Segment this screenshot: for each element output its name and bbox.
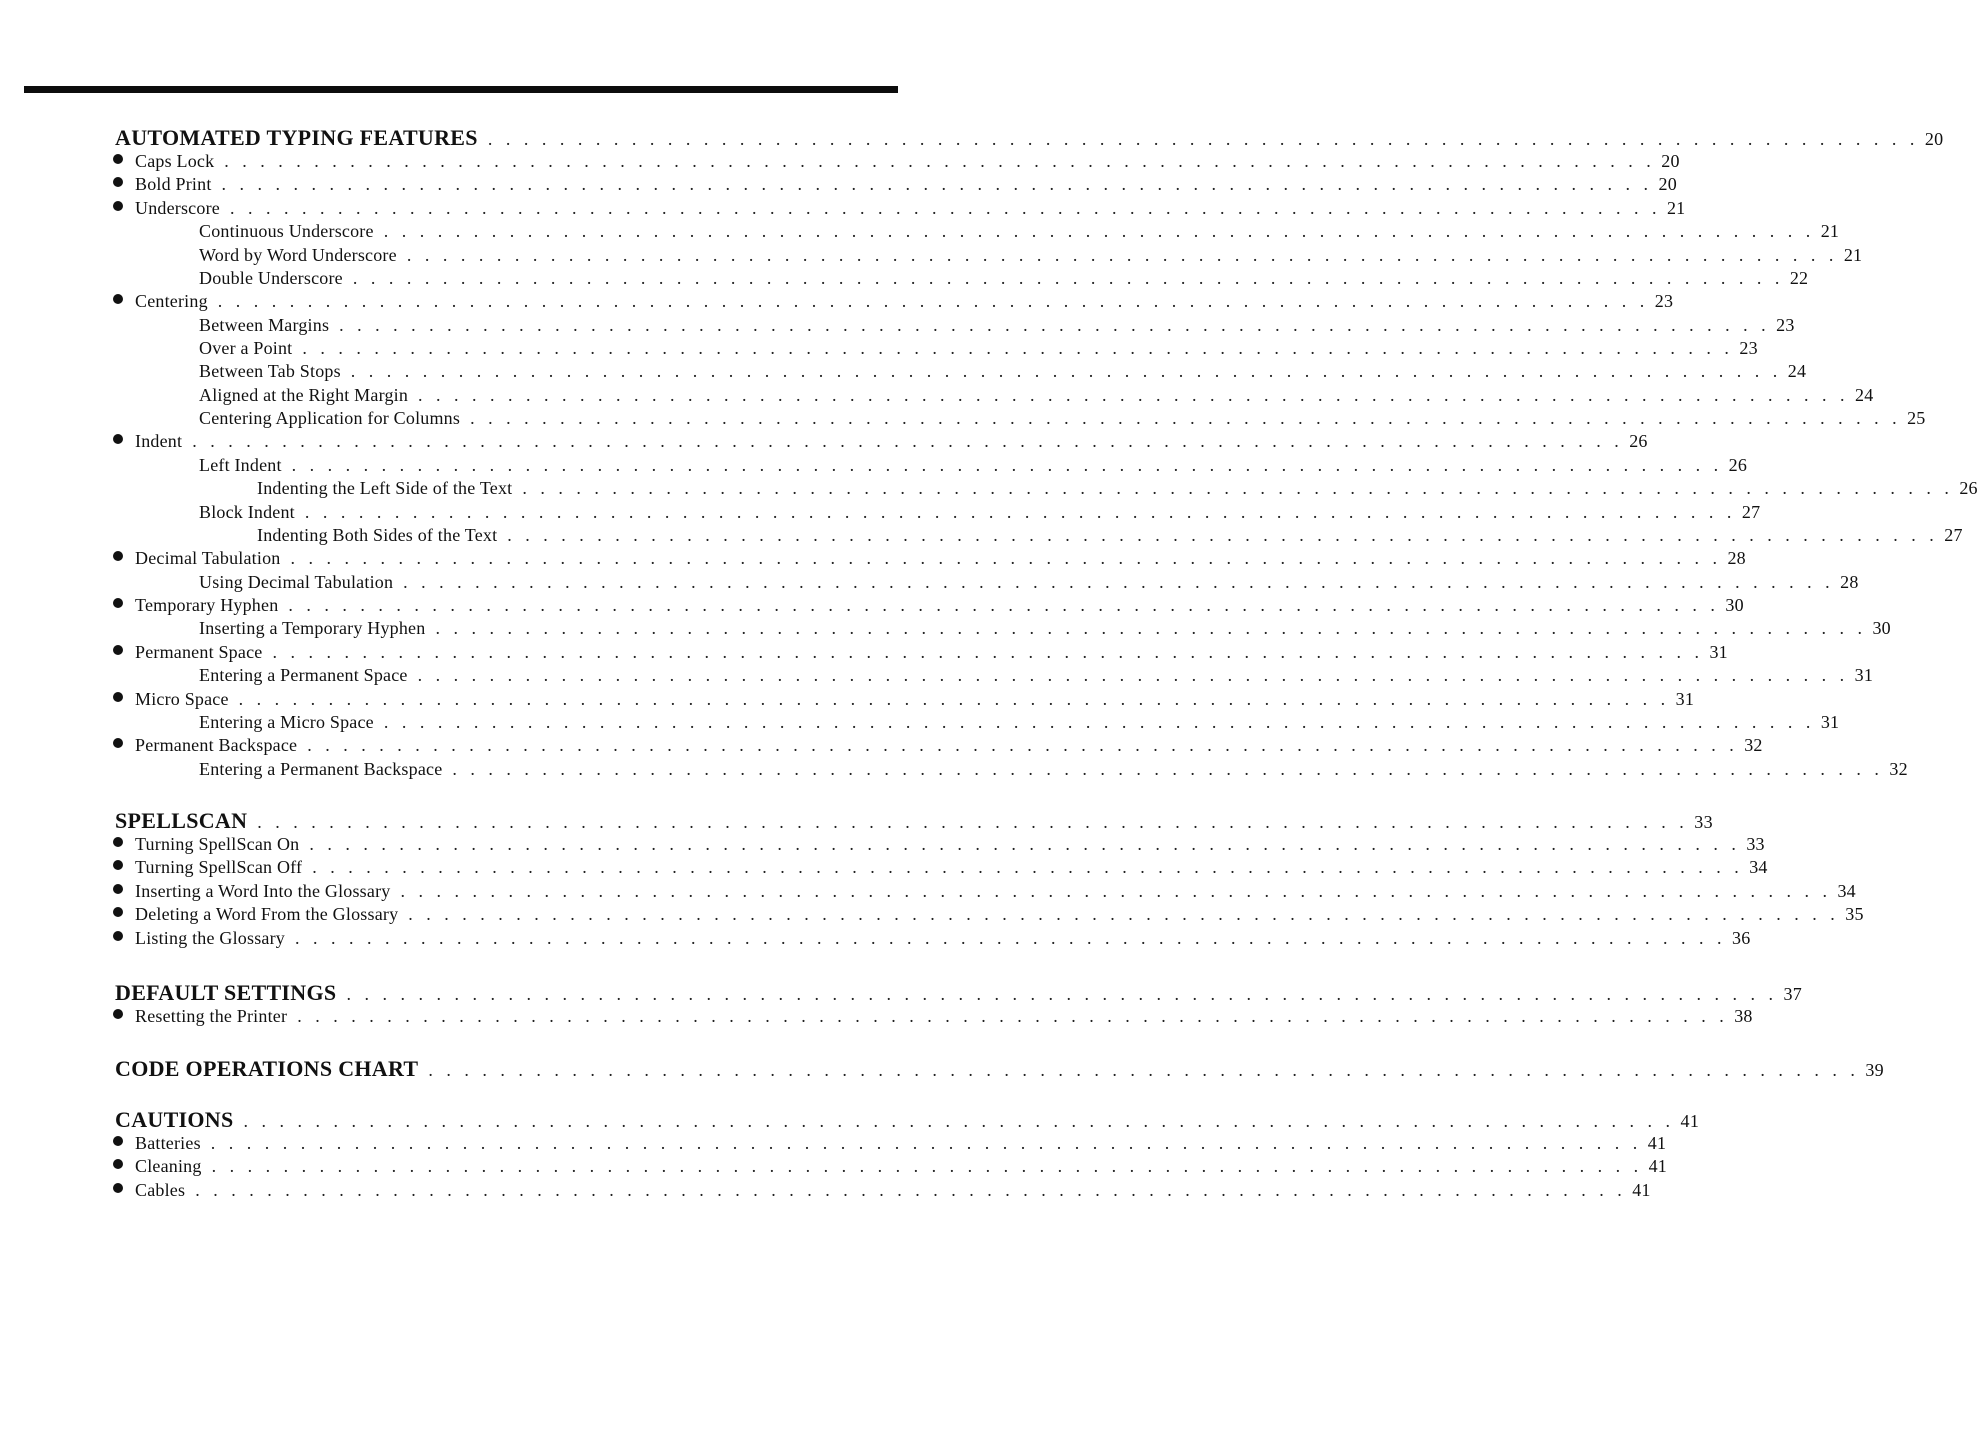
toc-entry <box>199 711 1840 735</box>
bullet-icon <box>113 201 123 211</box>
dot-leader: . . . . . . . . . . . . . . . . . . . . . . . . . . . . . . . . . . . . . . . . . . . . . . . . . . . . . . . . . . . . . . . . . . . . . . . . . . . . . . . . <box>403 571 1835 592</box>
entry-label: Double Underscore <box>199 267 343 288</box>
entry-page-number: 31 <box>1854 665 1874 686</box>
section-title: SPELLSCAN <box>115 808 248 833</box>
toc-entry <box>113 1156 1667 1179</box>
entry-label: Resetting the Printer <box>135 1006 288 1026</box>
entry-label: Deleting a Word From the Glossary <box>135 904 399 925</box>
dot-leader: . . . . . . . . . . . . . . . . . . . . . . . . . . . . . . . . . . . . . . . . . . . . . . . . . . . . . . . . . . . . . . . . . . . . . . . . . . . . . . . . <box>210 1133 1642 1153</box>
entry-page-number: 23 <box>1739 338 1758 358</box>
entry-page-number: 41 <box>1648 1156 1667 1177</box>
toc-entry <box>113 151 1680 174</box>
dot-leader: . . . . . . . . . . . . . . . . . . . . . . . . . . . . . . . . . . . . . . . . . . . . . . . . . . . . . . . . . . . . . . . . . . . . . . . . . . . . . . . . <box>302 338 1734 358</box>
entry-label: Centering <box>135 291 208 312</box>
entry-label: Word by Word Underscore <box>199 244 397 265</box>
entry-label: Indent <box>135 431 183 452</box>
dot-leader: . . . . . . . . . . . . . . . . . . . . . . . . . . . . . . . . . . . . . . . . . . . . . . . . . . . . . . . . . . . . . . . . . . . . . . . . . . . . . . . . <box>352 267 1784 288</box>
entry-page-number: 34 <box>1749 857 1768 878</box>
entry-page-number: 24 <box>1855 384 1874 405</box>
toc-entry <box>199 408 1926 431</box>
entry-label: Entering a Permanent Backspace <box>199 758 443 779</box>
bullet-icon <box>113 931 123 941</box>
bullet-icon <box>113 1159 123 1169</box>
section-title: DEFAULT SETTINGS <box>115 980 337 1005</box>
bullet-icon <box>113 907 123 917</box>
toc-section-heading <box>115 808 1713 836</box>
bullet-icon <box>113 294 123 304</box>
dot-leader: . . . . . . . . . . . . . . . . . . . . . . . . . . . . . . . . . . . . . . . . . . . . . . . . . . . . . . . . . . . . . . . . . . . . . . . . . . . . . . . . <box>339 314 1771 335</box>
entry-page-number: 27 <box>1741 501 1761 522</box>
bullet-icon <box>113 551 123 561</box>
entry-page-number: 27 <box>1944 524 1963 545</box>
entry-page-number: 35 <box>1845 904 1864 925</box>
dot-leader: . . . . . . . . . . . . . . . . . . . . . . . . . . . . . . . . . . . . . . . . . . . . . . . . . . . . . . . . . . . . . . . . . . . . . . . . . . . . . . . . <box>309 834 1741 854</box>
entry-page-number: 41 <box>1647 1133 1667 1153</box>
dot-leader: . . . . . . . . . . . . . . . . . . . . . . . . . . . . . . . . . . . . . . . . . . . . . . . . . . . . . . . . . . . . . . . . . . . . . . . . . . . . . . . . <box>487 129 1919 149</box>
entry-page-number: 26 <box>1728 454 1748 475</box>
toc-entry <box>113 857 1768 880</box>
entry-label: Block Indent <box>199 501 295 522</box>
toc-entry <box>113 1133 1667 1156</box>
section-title: CODE OPERATIONS CHART <box>115 1056 419 1081</box>
toc-entry <box>199 267 1809 291</box>
entry-label: Permanent Backspace <box>135 735 298 756</box>
entry-page-number: 21 <box>1820 221 1840 242</box>
entry-page-number: 32 <box>1744 735 1763 756</box>
dot-leader: . . . . . . . . . . . . . . . . . . . . . . . . . . . . . . . . . . . . . . . . . . . . . . . . . . . . . . . . . . . . . . . . . . . . . . . . . . . . . . . . <box>307 735 1739 756</box>
entry-label: Turning SpellScan Off <box>135 857 303 878</box>
entry-label: Between Tab Stops <box>199 361 341 382</box>
entry-label: Batteries <box>135 1133 201 1153</box>
entry-page-number: 41 <box>1632 1179 1651 1200</box>
toc-entry <box>113 197 1686 221</box>
entry-label: Permanent Space <box>135 641 263 662</box>
section-title: AUTOMATED TYPING FEATURES <box>115 125 478 150</box>
entry-page-number: 24 <box>1787 361 1807 382</box>
entry-label: Indenting Both Sides of the Text <box>257 524 498 545</box>
toc-entry <box>199 758 1908 782</box>
entry-page-number: 23 <box>1654 291 1674 312</box>
bullet-icon <box>113 1009 123 1019</box>
toc-entry <box>113 880 1856 904</box>
bullet-icon <box>113 692 123 702</box>
dot-leader: . . . . . . . . . . . . . . . . . . . . . . . . . . . . . . . . . . . . . . . . . . . . . . . . . . . . . . . . . . . . . . . . . . . . . . . . . . . . . . . . <box>350 361 1782 382</box>
dot-leader: . . . . . . . . . . . . . . . . . . . . . . . . . . . . . . . . . . . . . . . . . . . . . . . . . . . . . . . . . . . . . . . . . . . . . . . . . . . . . . . . <box>428 1060 1860 1080</box>
entry-page-number: 26 <box>1629 431 1648 452</box>
dot-leader: . . . . . . . . . . . . . . . . . . . . . . . . . . . . . . . . . . . . . . . . . . . . . . . . . . . . . . . . . . . . . . . . . . . . . . . . . . . . . . . . <box>229 197 1661 218</box>
dot-leader: . . . . . . . . . . . . . . . . . . . . . . . . . . . . . . . . . . . . . . . . . . . . . . . . . . . . . . . . . . . . . . . . . . . . . . . . . . . . . . . . <box>383 221 1815 242</box>
entry-page-number: 30 <box>1725 595 1744 615</box>
dot-leader: . . . . . . . . . . . . . . . . . . . . . . . . . . . . . . . . . . . . . . . . . . . . . . . . . . . . . . . . . . . . . . . . . . . . . . . . . . . . . . . . <box>192 431 1624 452</box>
dot-leader: . . . . . . . . . . . . . . . . . . . . . . . . . . . . . . . . . . . . . . . . . . . . . . . . . . . . . . . . . . . . . . . . . . . . . . . . . . . . . . . . <box>290 548 1722 569</box>
dot-leader: . . . . . . . . . . . . . . . . . . . . . . . . . . . . . . . . . . . . . . . . . . . . . . . . . . . . . . . . . . . . . . . . . . . . . . . . . . . . . . . . <box>211 1156 1643 1177</box>
toc-entry <box>199 454 1748 478</box>
dot-leader: . . . . . . . . . . . . . . . . . . . . . . . . . . . . . . . . . . . . . . . . . . . . . . . . . . . . . . . . . . . . . . . . . . . . . . . . . . . . . . . . <box>272 641 1704 662</box>
entry-label: Cleaning <box>135 1156 202 1177</box>
entry-label: Decimal Tabulation <box>135 548 281 569</box>
toc-entry <box>113 927 1751 951</box>
entry-label: Caps Lock <box>135 151 215 171</box>
dot-leader: . . . . . . . . . . . . . . . . . . . . . . . . . . . . . . . . . . . . . . . . . . . . . . . . . . . . . . . . . . . . . . . . . . . . . . . . . . . . . . . . <box>295 927 1726 948</box>
entry-label: Continuous Underscore <box>199 221 374 242</box>
toc-entry <box>199 571 1859 595</box>
toc-entry <box>199 221 1840 244</box>
dot-leader: . . . . . . . . . . . . . . . . . . . . . . . . . . . . . . . . . . . . . . . . . . . . . . . . . . . . . . . . . . . . . . . . . . . . . . . . . . . . . . . . <box>257 812 1689 832</box>
entry-page-number: 36 <box>1732 927 1751 948</box>
top-rule <box>24 86 898 93</box>
bullet-icon <box>113 154 123 164</box>
toc-entry <box>113 291 1674 314</box>
dot-leader: . . . . . . . . . . . . . . . . . . . . . . . . . . . . . . . . . . . . . . . . . . . . . . . . . . . . . . . . . . . . . . . . . . . . . . . . . . . . . . . . <box>291 454 1723 475</box>
entry-label: Temporary Hyphen <box>135 595 279 615</box>
dot-leader: . . . . . . . . . . . . . . . . . . . . . . . . . . . . . . . . . . . . . . . . . . . . . . . . . . . . . . . . . . . . . . . . . . . . . . . . . . . . . . . . <box>297 1006 1729 1026</box>
entry-page-number: 30 <box>1872 618 1891 639</box>
toc-entry <box>113 548 1746 571</box>
bullet-icon <box>113 598 123 608</box>
toc-section-heading <box>115 1056 1884 1084</box>
section-page-number: 37 <box>1783 984 1803 1004</box>
entry-label: Micro Space <box>135 688 229 709</box>
dot-leader: . . . . . . . . . . . . . . . . . . . . . . . . . . . . . . . . . . . . . . . . . . . . . . . . . . . . . . . . . . . . . . . . . . . . . . . . . . . . . . . . <box>243 1111 1675 1131</box>
dot-leader: . . . . . . . . . . . . . . . . . . . . . . . . . . . . . . . . . . . . . . . . . . . . . . . . . . . . . . . . . . . . . . . . . . . . . . . . . . . . . . . . <box>406 244 1838 265</box>
bullet-icon <box>113 738 123 748</box>
entry-label: Indenting the Left Side of the Text <box>257 478 513 499</box>
toc-entry <box>113 641 1728 665</box>
dot-leader: . . . . . . . . . . . . . . . . . . . . . . . . . . . . . . . . . . . . . . . . . . . . . . . . . . . . . . . . . . . . . . . . . . . . . . . . . . . . . . . . <box>418 384 1850 405</box>
toc-entry <box>113 1006 1753 1029</box>
entry-label: Entering a Permanent Space <box>199 665 408 686</box>
entry-page-number: 26 <box>1959 478 1978 499</box>
entry-page-number: 34 <box>1837 880 1856 901</box>
section-page-number: 39 <box>1865 1060 1884 1080</box>
entry-page-number: 22 <box>1789 267 1809 288</box>
toc-entry <box>199 665 1874 688</box>
toc-entry <box>113 595 1744 618</box>
entry-page-number: 20 <box>1661 151 1680 171</box>
dot-leader: . . . . . . . . . . . . . . . . . . . . . . . . . . . . . . . . . . . . . . . . . . . . . . . . . . . . . . . . . . . . . . . . . . . . . . . . . . . . . . . . <box>383 711 1815 732</box>
entry-page-number: 21 <box>1666 197 1686 218</box>
toc-entry <box>113 174 1677 197</box>
entry-label: Left Indent <box>199 454 282 475</box>
toc-entry <box>113 1179 1651 1203</box>
dot-leader: . . . . . . . . . . . . . . . . . . . . . . . . . . . . . . . . . . . . . . . . . . . . . . . . . . . . . . . . . . . . . . . . . . . . . . . . . . . . . . . . <box>507 524 1939 545</box>
entry-label: Underscore <box>135 197 220 218</box>
bullet-icon <box>113 177 123 187</box>
entry-page-number: 21 <box>1843 244 1863 265</box>
dot-leader: . . . . . . . . . . . . . . . . . . . . . . . . . . . . . . . . . . . . . . . . . . . . . . . . . . . . . . . . . . . . . . . . . . . . . . . . . . . . . . . . <box>217 291 1649 312</box>
dot-leader: . . . . . . . . . . . . . . . . . . . . . . . . . . . . . . . . . . . . . . . . . . . . . . . . . . . . . . . . . . . . . . . . . . . . . . . . . . . . . . . . <box>346 984 1778 1004</box>
toc-section-heading <box>115 980 1803 1008</box>
dot-leader: . . . . . . . . . . . . . . . . . . . . . . . . . . . . . . . . . . . . . . . . . . . . . . . . . . . . . . . . . . . . . . . . . . . . . . . . . . . . . . . . <box>221 174 1653 195</box>
dot-leader: . . . . . . . . . . . . . . . . . . . . . . . . . . . . . . . . . . . . . . . . . . . . . . . . . . . . . . . . . . . . . . . . . . . . . . . . . . . . . . . . <box>312 857 1744 878</box>
toc-entry <box>257 478 1978 501</box>
entry-page-number: 31 <box>1820 711 1840 732</box>
toc-entry <box>113 904 1864 927</box>
toc-entry <box>199 244 1863 268</box>
entry-label: Cables <box>135 1179 186 1200</box>
toc-entry <box>113 834 1765 857</box>
section-page-number: 20 <box>1924 129 1944 149</box>
section-page-number: 33 <box>1694 812 1713 832</box>
toc-entry <box>199 501 1761 525</box>
toc-entry <box>199 338 1758 361</box>
toc-entry <box>113 431 1648 454</box>
entry-label: Using Decimal Tabulation <box>199 571 394 592</box>
entry-page-number: 23 <box>1776 314 1795 335</box>
entry-label: Over a Point <box>199 338 293 358</box>
bullet-icon <box>113 1183 123 1193</box>
section-title: CAUTIONS <box>115 1107 234 1132</box>
dot-leader: . . . . . . . . . . . . . . . . . . . . . . . . . . . . . . . . . . . . . . . . . . . . . . . . . . . . . . . . . . . . . . . . . . . . . . . . . . . . . . . . <box>400 880 1832 901</box>
bullet-icon <box>113 860 123 870</box>
bullet-icon <box>113 434 123 444</box>
dot-leader: . . . . . . . . . . . . . . . . . . . . . . . . . . . . . . . . . . . . . . . . . . . . . . . . . . . . . . . . . . . . . . . . . . . . . . . . . . . . . . . . <box>224 151 1656 171</box>
dot-leader: . . . . . . . . . . . . . . . . . . . . . . . . . . . . . . . . . . . . . . . . . . . . . . . . . . . . . . . . . . . . . . . . . . . . . . . . . . . . . . . . <box>238 688 1670 709</box>
section-page-number: 41 <box>1680 1111 1700 1131</box>
dot-leader: . . . . . . . . . . . . . . . . . . . . . . . . . . . . . . . . . . . . . . . . . . . . . . . . . . . . . . . . . . . . . . . . . . . . . . . . . . . . . . . . <box>452 758 1884 779</box>
entry-label: Inserting a Word Into the Glossary <box>135 880 391 901</box>
toc-entry <box>199 361 1807 384</box>
entry-label: Listing the Glossary <box>135 927 285 948</box>
toc-entry <box>199 314 1795 338</box>
entry-label: Between Margins <box>199 314 330 335</box>
dot-leader: . . . . . . . . . . . . . . . . . . . . . . . . . . . . . . . . . . . . . . . . . . . . . . . . . . . . . . . . . . . . . . . . . . . . . . . . . . . . . . . . <box>195 1179 1627 1200</box>
entry-label: Entering a Micro Space <box>199 711 374 732</box>
entry-label: Aligned at the Right Margin <box>199 384 409 405</box>
dot-leader: . . . . . . . . . . . . . . . . . . . . . . . . . . . . . . . . . . . . . . . . . . . . . . . . . . . . . . . . . . . . . . . . . . . . . . . . . . . . . . . . <box>522 478 1954 499</box>
entry-page-number: 28 <box>1840 571 1859 592</box>
entry-page-number: 25 <box>1907 408 1926 429</box>
entry-page-number: 20 <box>1658 174 1677 195</box>
toc-entry <box>199 384 1874 408</box>
toc-entry <box>257 524 1963 548</box>
bullet-icon <box>113 645 123 655</box>
entry-page-number: 33 <box>1746 834 1765 854</box>
bullet-icon <box>113 837 123 847</box>
toc-section-heading <box>115 1107 1700 1135</box>
toc-section-heading <box>115 125 1944 153</box>
entry-page-number: 38 <box>1734 1006 1753 1026</box>
bullet-icon <box>113 1136 123 1146</box>
entry-label: Centering Application for Columns <box>199 408 461 429</box>
entry-page-number: 31 <box>1675 688 1695 709</box>
entry-label: Bold Print <box>135 174 212 195</box>
dot-leader: . . . . . . . . . . . . . . . . . . . . . . . . . . . . . . . . . . . . . . . . . . . . . . . . . . . . . . . . . . . . . . . . . . . . . . . . . . . . . . . . <box>435 618 1867 639</box>
entry-page-number: 31 <box>1709 641 1728 662</box>
toc-entry <box>113 688 1695 712</box>
toc-entry <box>113 735 1763 758</box>
dot-leader: . . . . . . . . . . . . . . . . . . . . . . . . . . . . . . . . . . . . . . . . . . . . . . . . . . . . . . . . . . . . . . . . . . . . . . . . . . . . . . . . <box>417 665 1849 686</box>
bullet-icon <box>113 884 123 894</box>
dot-leader: . . . . . . . . . . . . . . . . . . . . . . . . . . . . . . . . . . . . . . . . . . . . . . . . . . . . . . . . . . . . . . . . . . . . . . . . . . . . . . . . <box>408 904 1840 925</box>
entry-page-number: 32 <box>1889 758 1908 779</box>
toc-entry <box>199 618 1891 641</box>
entry-page-number: 28 <box>1727 548 1746 569</box>
entry-label: Turning SpellScan On <box>135 834 300 854</box>
dot-leader: . . . . . . . . . . . . . . . . . . . . . . . . . . . . . . . . . . . . . . . . . . . . . . . . . . . . . . . . . . . . . . . . . . . . . . . . . . . . . . . . <box>288 595 1720 615</box>
dot-leader: . . . . . . . . . . . . . . . . . . . . . . . . . . . . . . . . . . . . . . . . . . . . . . . . . . . . . . . . . . . . . . . . . . . . . . . . . . . . . . . . <box>470 408 1902 429</box>
dot-leader: . . . . . . . . . . . . . . . . . . . . . . . . . . . . . . . . . . . . . . . . . . . . . . . . . . . . . . . . . . . . . . . . . . . . . . . . . . . . . . . . <box>304 501 1736 522</box>
entry-label: Inserting a Temporary Hyphen <box>199 618 426 639</box>
